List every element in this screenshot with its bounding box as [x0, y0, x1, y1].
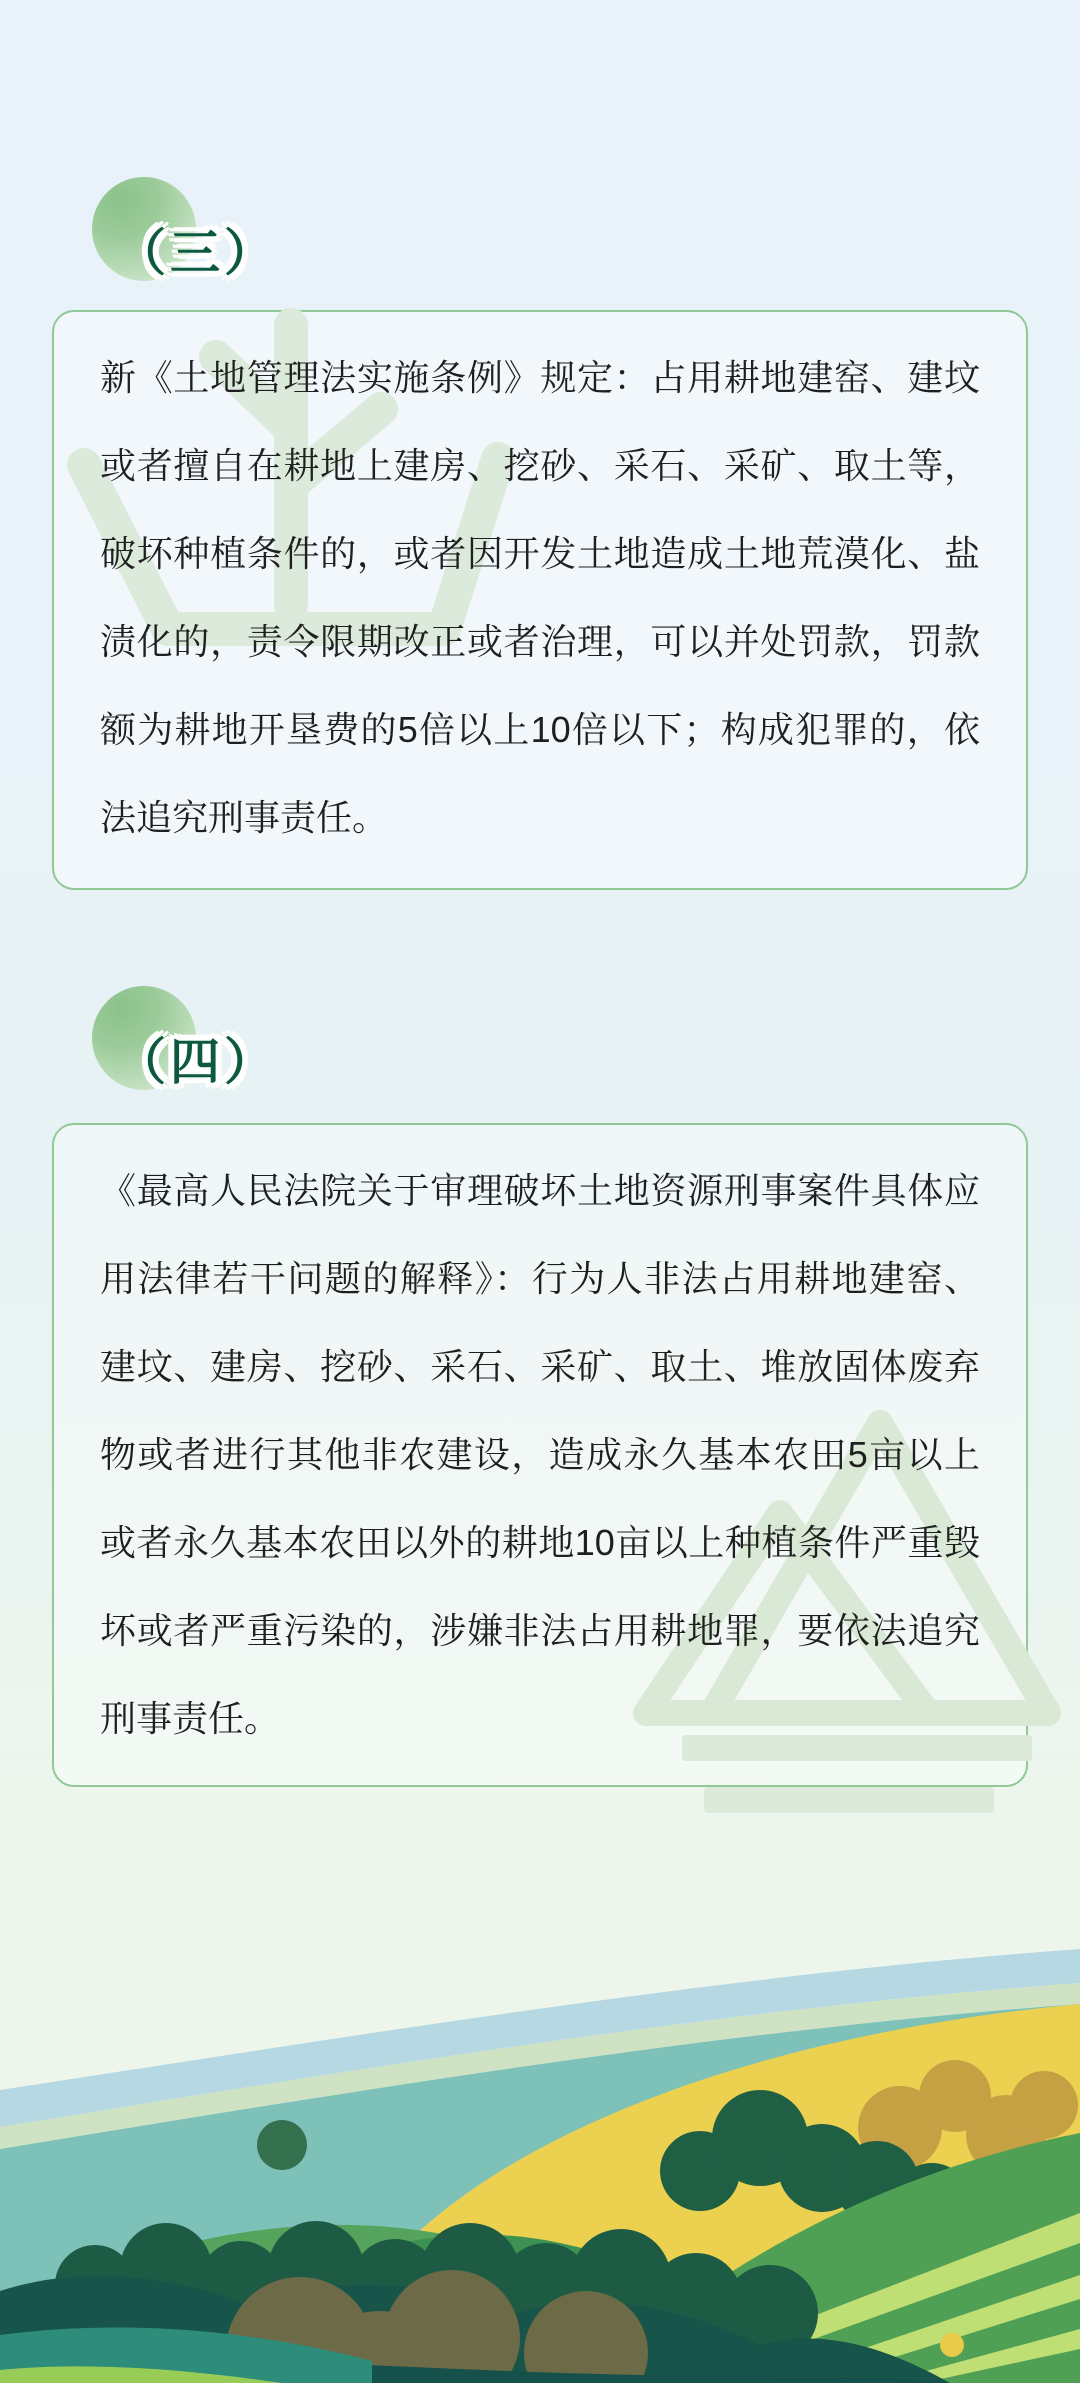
section-3-body-text: 新《土地管理法实施条例》规定：占用耕地建窑、建坟或者擅自在耕地上建房、挖砂、采石、采矿、取土等，破坏种植条件的，或者因开发土地造成土地荒漠化、盐渍化的，责令限期改正或者治理，可以并处罚款，罚款额为耕地开垦费的5倍以上10倍以下；构成犯罪的，依法追究刑事责任。 [100, 357, 980, 838]
section-4-card [52, 1123, 1028, 1787]
section-4-header [0, 986, 400, 1146]
section-4-body-text: 《最高人民法院关于审理破坏土地资源刑事案件具体应用法律若干问题的解释》：行为人非法占用耕地建窑、建坟、建房、挖砂、采石、采矿、取土、堆放固体废弃物或者进行其他非农建设，造成永久基本农田5亩以上或者永久基本农田以外的耕地10亩以上种植条件严重毁坏或者严重污染的，涉嫌非法占用耕地罪，要依法追究刑事责任。 [100, 1170, 980, 1739]
landscape-illustration [0, 1883, 1080, 2383]
section-4-label: （四） [116, 1034, 278, 1090]
section-3-label: （三） [116, 225, 278, 281]
section-3-card [52, 310, 1028, 890]
